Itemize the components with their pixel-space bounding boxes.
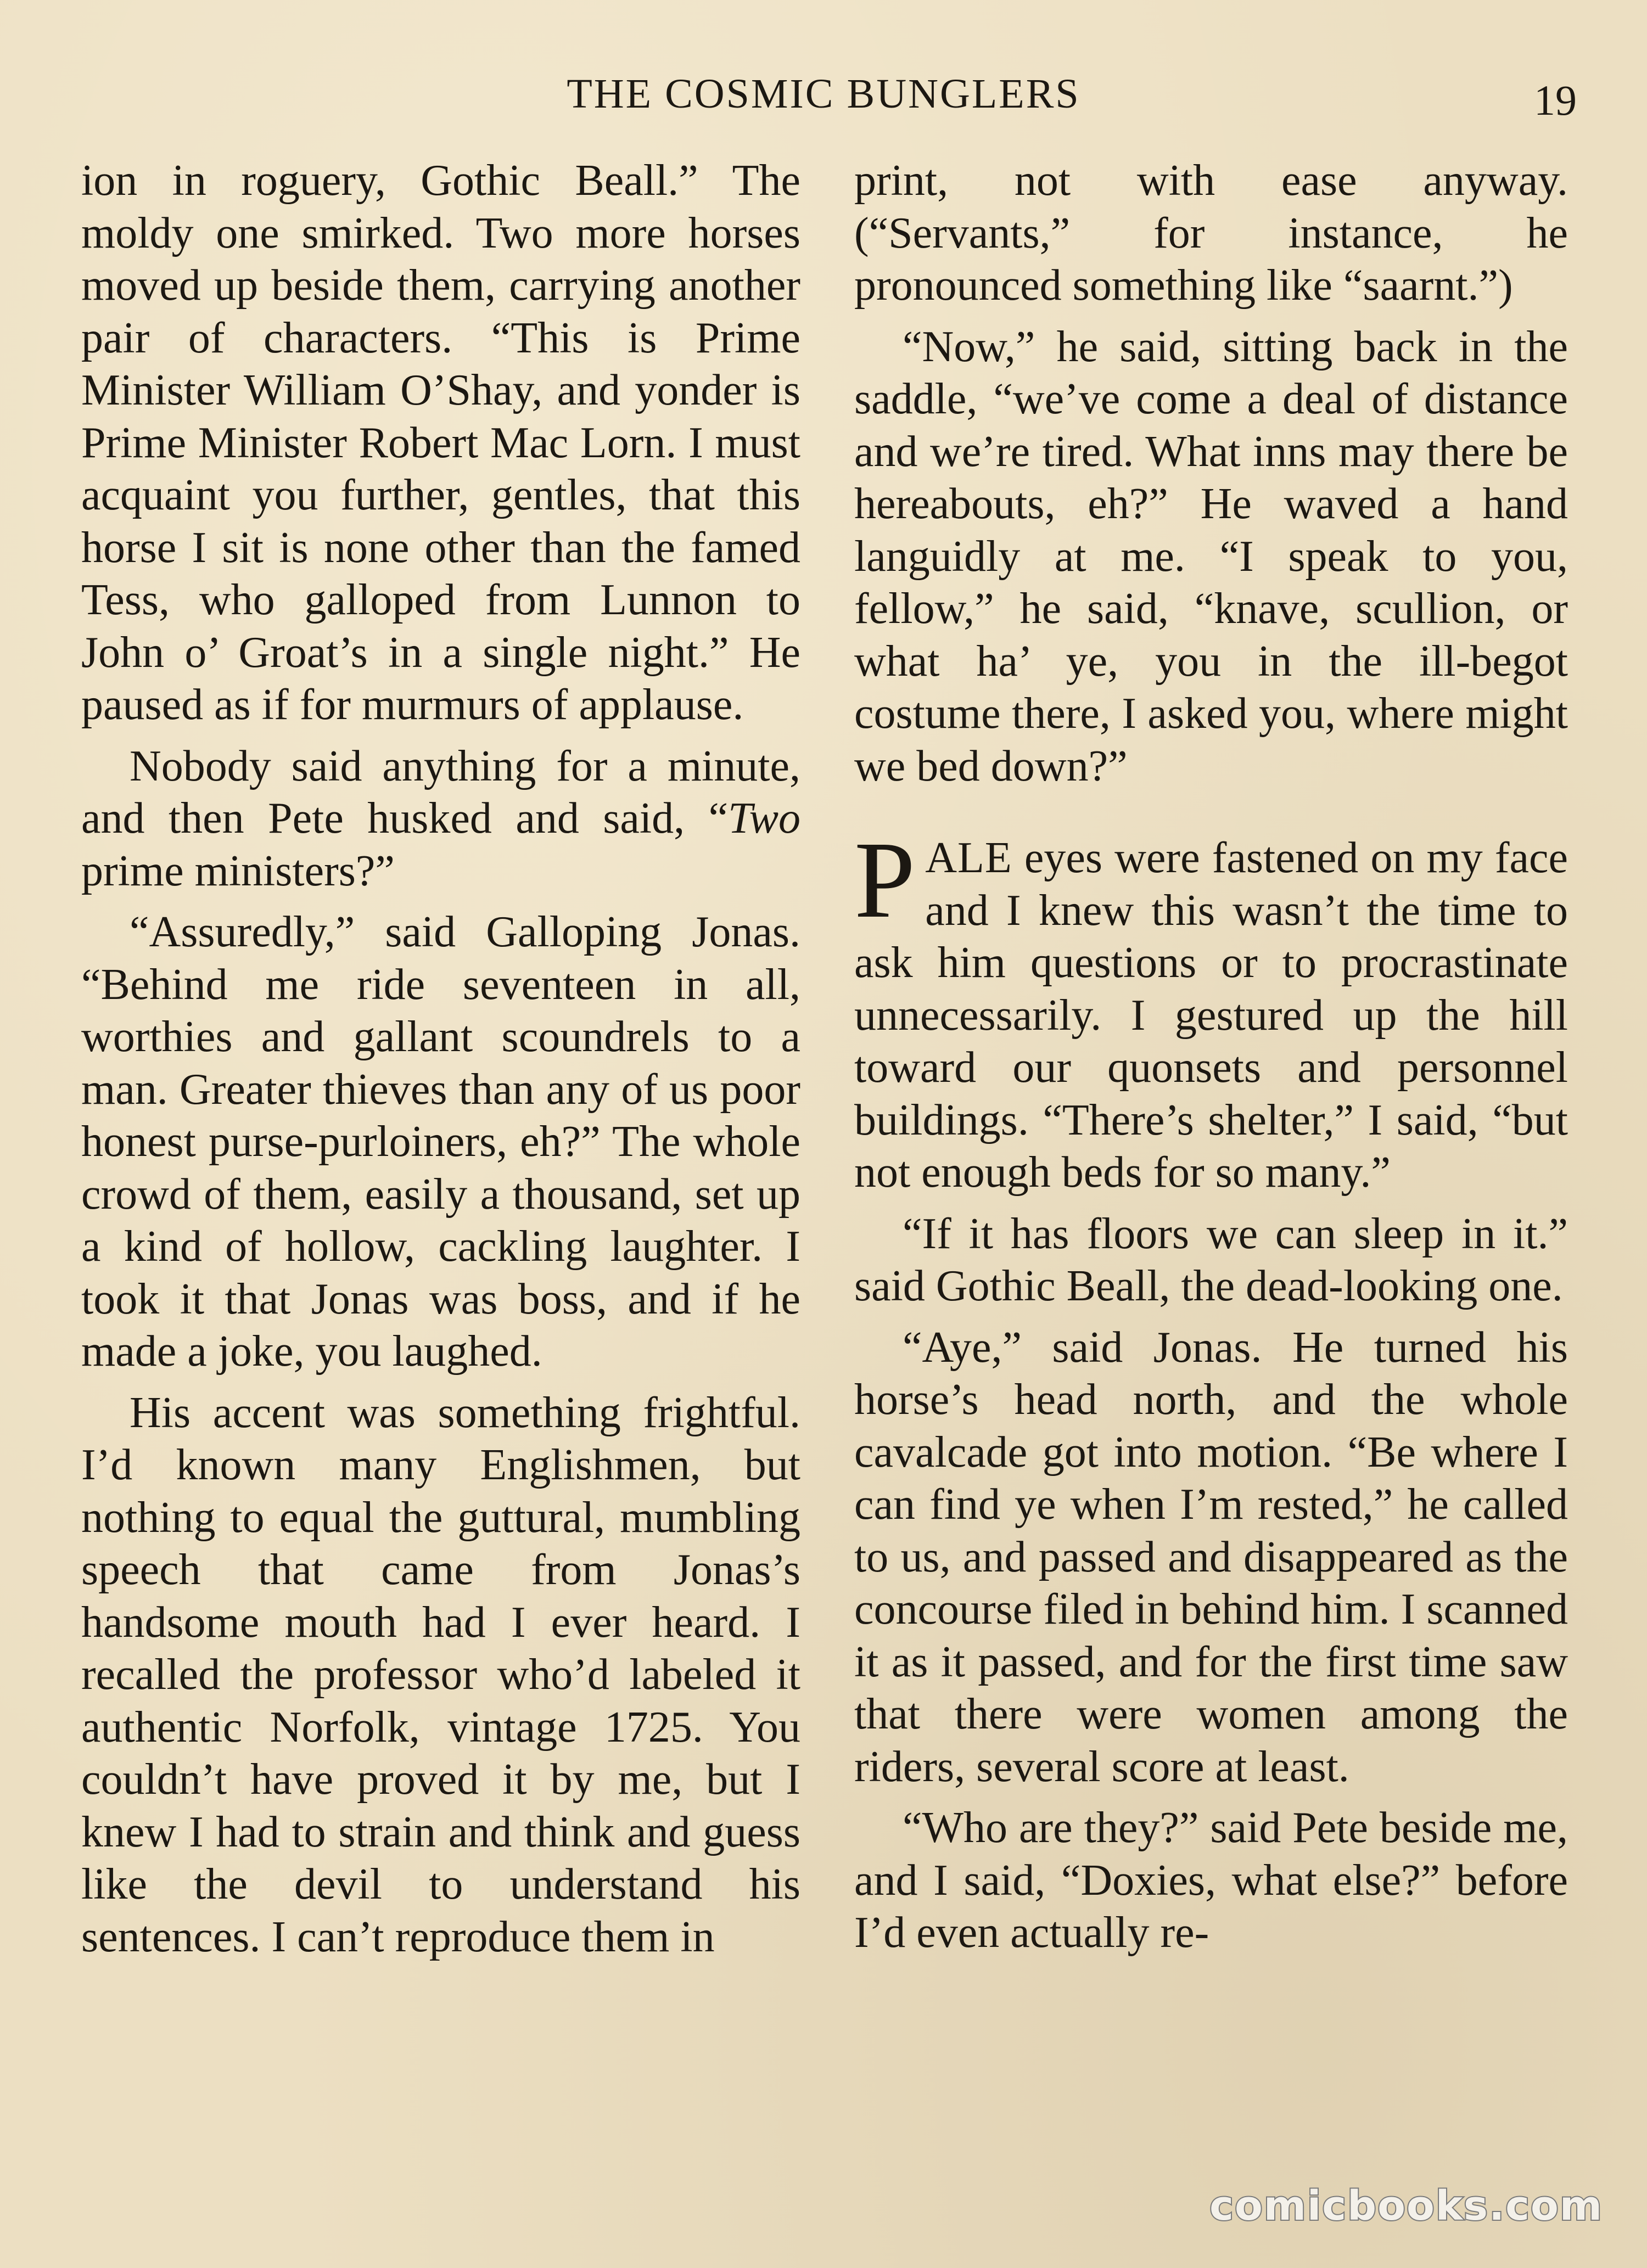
text-run: eyes were fastened on my face and I knew this wasn’t the time to ask him questions or to procrastinate unnecessarily. I gestured up the hill toward our quonsets and personnel buildings. “There’s shelter,” I said, “but not enough beds for so many.” [854, 834, 1568, 1197]
paragraph: “Aye,” said Jonas. He turned his horse’s head north, and the whole cavalcade got into motion. “Be where I can find ye when I’m rested,” he called to us, and passed and disappeared as the concourse filed in behind him. I scanned it as it passed, and for the first time saw that there were women among the riders, several score at least. [854, 1323, 1568, 1791]
italic-text: Two [728, 794, 800, 843]
paragraph [81, 740, 800, 898]
text-run: Nobody said anything for a minute, and then Pete husked and said, “ [81, 742, 800, 843]
right-column [854, 155, 1568, 1968]
small-caps-text: ALE [925, 834, 1012, 882]
left-column [81, 155, 800, 1972]
paragraph: print, not with ease anyway. (“Servants,” for instance, he pronounced something like “saarnt.”) [854, 156, 1568, 310]
watermark: comicbooks.com [1209, 2182, 1603, 2230]
text-run: prime ministers?” [81, 846, 395, 895]
drop-cap: P [854, 819, 916, 941]
paragraph: “Who are they?” said Pete beside me, and I said, “Doxies, what else?” before I’d even actually re- [854, 1804, 1568, 1957]
paragraph: “If it has floors we can sleep in it.” said Gothic Beall, the dead-looking one. [854, 1209, 1568, 1310]
running-title: THE COSMIC BUNGLERS [567, 71, 1080, 117]
paragraph: ion in roguery, Gothic Beall.” The moldy one smirked. Two more horses moved up beside them, carrying another pair of characters. “This is Prime Minister William O’Shay, and yonder is Prime Minister Robert Mac Lorn. I must acquaint you further, gentles, that this horse I sit is none other than the famed Tess, who galloped from Lunnon to John o’ Groat’s in a single night.” He paused as if for murmurs of applause. [81, 156, 800, 729]
page-number: 19 [1534, 76, 1577, 124]
paragraph: His accent was something frightful. I’d known many Englishmen, but nothing to equal the guttural, mumbling speech that came from Jonas’s handsome mouth had I ever heard. I recalled the professor who’d labeled it authentic Norfolk, vintage 1725. You couldn’t have proved it by me, but I knew I had to strain and think and guess like the devil to understand his sentences. I can’t reproduce them in [81, 1388, 800, 1961]
paragraph-section-start [854, 819, 1568, 1199]
paragraph: “Assuredly,” said Galloping Jonas. “Behind me ride seventeen in all, worthies and gallant scoundrels to a man. Greater thieves than any of us poor honest purse-purloiners, eh?” The whole crowd of them, easily a thousand, set up a kind of hollow, cackling laughter. I took it that Jonas was boss, and if he made a joke, you laughed. [81, 908, 800, 1376]
paragraph: “Now,” he said, sitting back in the saddle, “we’ve come a deal of distance and we’re tired. What inns may there be hereabouts, eh?” He waved a hand languidly at me. “I speak to you, fellow,” he said, “knave, scullion, or what ha’ ye, you in the ill-begot costume there, I asked you, where might we bed down?” [854, 322, 1568, 790]
